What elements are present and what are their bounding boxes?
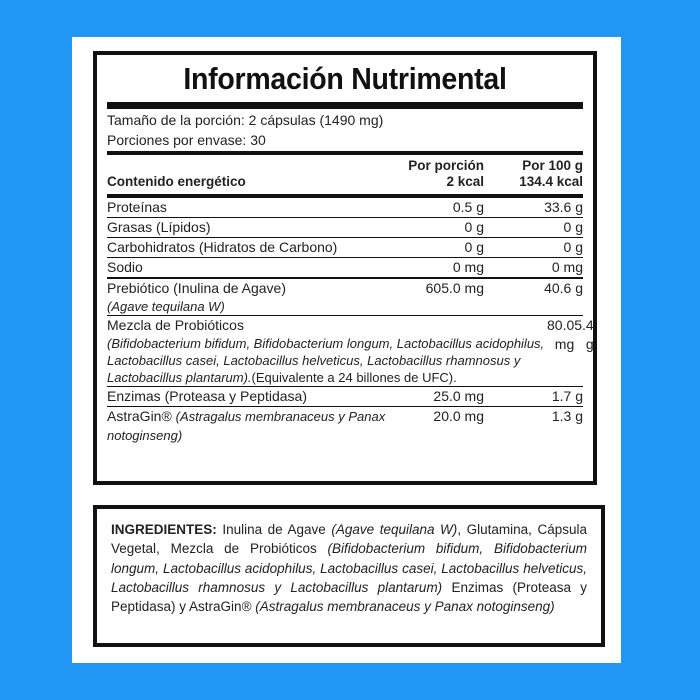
probiotics-ufc: (Equivalente a 24 billones de UFC). [251, 370, 457, 385]
nutrient-row: Carbohidratos (Hidratos de Carbono) 0 g 0 g [107, 238, 583, 258]
nutrient-row: Sodio 0 mg 0 mg [107, 258, 583, 279]
nutrition-facts-panel [93, 51, 597, 485]
ingredients-panel: INGREDIENTES: Inulina de Agave (Agave tequilana W), Glutamina, Cápsula Vegetal, Mezcla de Probióticos (Bifidobacterium bifidum, Bifidobacterium longum, Lactobacillus acidophilus, Lactobacillus casei, Lactobacillus helveticus, Lactobacillus rhamnosus y Lactobacillus plantarum) Enzimas (Proteasa y Peptidasa) y AstraGin® (Astragalus membranaceus y Panax notoginseng) [93, 505, 605, 647]
energy-header-row [107, 155, 583, 194]
per-100g-header: Por 100 g 134.4 kcal [519, 158, 583, 189]
probiotics-strains: (Bifidobacterium bifidum, Bifidobacterium longum, Lactobacillus acidophilus, Lactobacillus casei, Lactobacillus helveticus, Lactobacillus rhamnosus y Lactobacillus plantarum). [107, 336, 545, 385]
nutrient-row: Grasas (Lípidos) 0 g 0 g [107, 218, 583, 238]
servings-per-container: Porciones por envase: 30 [107, 132, 266, 148]
prebiotic-row: Prebiótico (Inulina de Agave) (Agave tequilana W) 605.0 mg 40.6 g [107, 280, 583, 314]
nutrient-row: Proteínas 0.5 g 33.6 g [107, 198, 583, 218]
serving-info [107, 109, 583, 150]
energy-label: Contenido energético [107, 174, 246, 189]
thick-divider [107, 102, 583, 109]
serving-size: Tamaño de la porción: 2 cápsulas (1490 mg) [107, 112, 384, 128]
ingredients-heading: INGREDIENTES: [111, 522, 217, 537]
enzymes-row: Enzimas (Proteasa y Peptidasa) 25.0 mg 1.7 g [107, 387, 583, 407]
astragin-row: AstraGin® (Astragalus membranaceus y Panax notoginseng) 20.0 mg 1.3 g [107, 408, 583, 443]
panel-title: Información Nutrimental [183, 61, 507, 96]
probiotics-row: Mezcla de Probióticos (Bifidobacterium bifidum, Bifidobacterium longum, Lactobacillus acidophilus, Lactobacillus casei, Lactobacillus helveticus, Lactobacillus rhamnosus y Lactobacillus plantarum).(Equivalente a 24 billones de UFC). 80.0 mg 5.4 g [107, 317, 594, 385]
per-serving-header: Por porción 2 kcal [408, 158, 484, 189]
